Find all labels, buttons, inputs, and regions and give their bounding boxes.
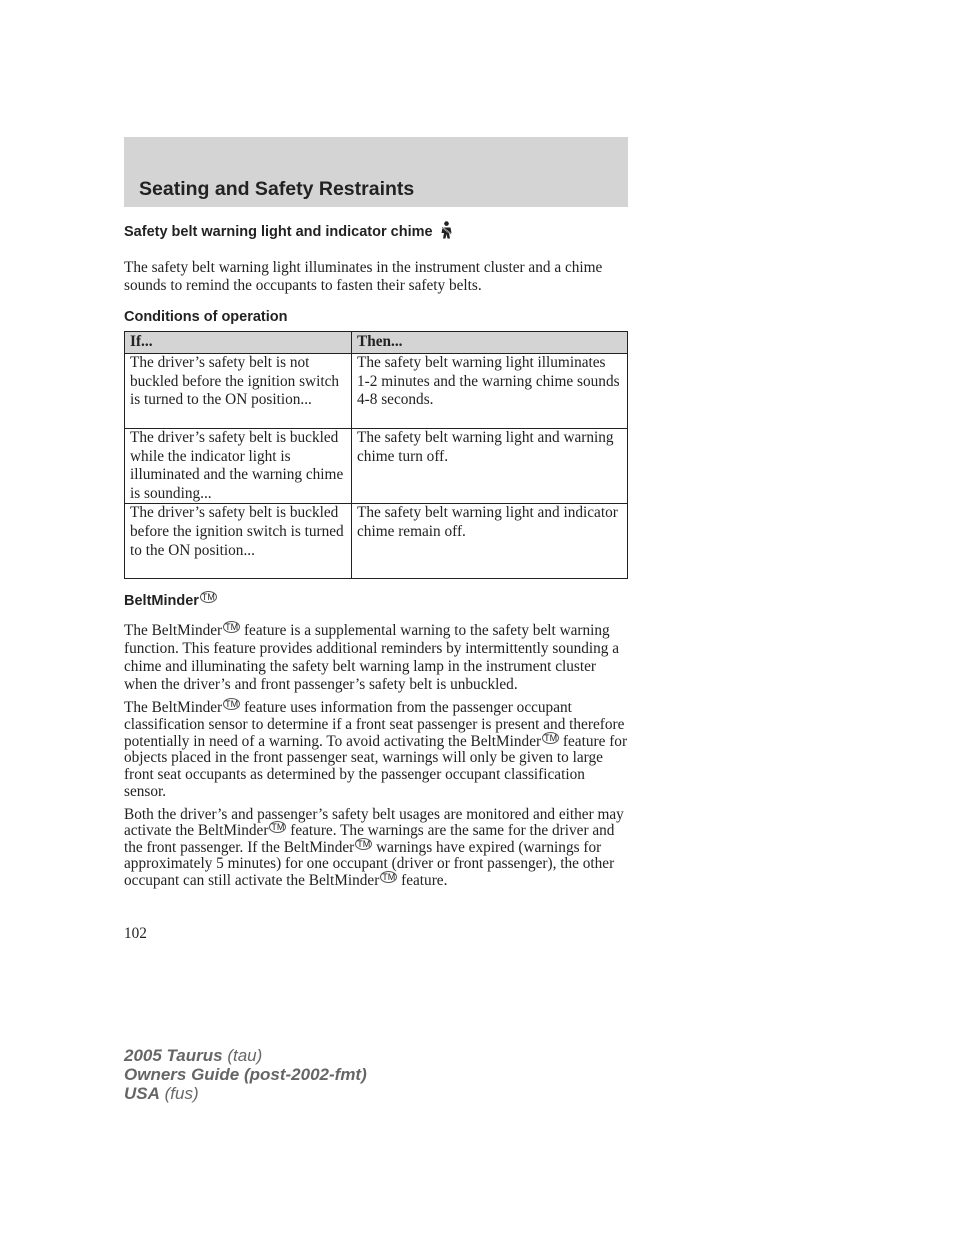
beltminder-heading-text: BeltMinder (124, 593, 199, 610)
section-header-bar (124, 137, 628, 207)
section-title: Seating and Safety Restraints (139, 178, 415, 200)
trademark-mark: TM (201, 592, 215, 603)
footer-model-code: (tau) (222, 1046, 263, 1065)
footer-line-guide (124, 1065, 367, 1084)
seatbelt-person-icon (439, 221, 454, 243)
footer-model-name: 2005 Taurus (124, 1046, 223, 1065)
footer-market-name: USA (124, 1084, 160, 1103)
footer-market-code: (fus) (159, 1084, 199, 1103)
text-span: feature for objects placed in the front passenger seat, warnings will only be given to large front seat occupants as determined by the passenger occupant classification sensor. (124, 732, 628, 800)
text-span: feature uses information from the passenger occupant classification sensor to determine if a front seat passenger is present and therefore potentially in need of a warning. To avoid activating the BeltMinder (124, 699, 625, 750)
text-span: Both the driver’s and passenger’s safety belt usages are monitored and either may activate the BeltMinder (124, 805, 624, 840)
conditions-table (124, 331, 628, 579)
table-row (125, 354, 628, 429)
beltminder-paragraph-2 (124, 700, 628, 800)
table-header-row (125, 332, 628, 354)
warning-light-heading-text: Safety belt warning light and indicator chime (124, 224, 433, 240)
column-header-if: If... (125, 332, 352, 354)
column-header-then: Then... (352, 332, 628, 354)
beltminder-heading (124, 593, 628, 609)
trademark-mark: TM (544, 732, 558, 743)
table-cell-if: The driver’s safety belt is buckled while the indicator light is illuminated and the warning chime is sounding... (125, 429, 352, 504)
table-row (125, 504, 628, 579)
footer-line-model (124, 1046, 367, 1065)
text-span: feature. (397, 871, 448, 889)
text-span: The BeltMinder (124, 699, 223, 717)
table-cell-if: The driver’s safety belt is not buckled before the ignition switch is turned to the ON position... (125, 354, 352, 429)
warning-light-description: The safety belt warning light illuminates in the instrument cluster and a chime sounds to remind the occupants to fasten their safety belts. (124, 259, 603, 294)
document-footer (124, 1046, 367, 1103)
trademark-mark: TM (225, 699, 239, 710)
table-cell-then: The safety belt warning light and indicator chime remain off. (352, 504, 628, 579)
trademark-mark: TM (271, 822, 285, 833)
table-cell-then: The safety belt warning light illuminates 1-2 minutes and the warning chime sounds 4-8 seconds. (352, 354, 628, 429)
warning-light-heading (124, 221, 628, 243)
text-span: feature is a supplemental warning to the safety belt warning function. This feature provides additional reminders by intermittently sounding a chime and illuminating the safety belt warning lamp in the instrument cluster when the driver’s and front passenger’s safety belt is unbuckled. (124, 622, 620, 694)
table-cell-if: The driver’s safety belt is buckled before the ignition switch is turned to the ON position... (125, 504, 352, 579)
beltminder-paragraph-1 (124, 622, 628, 694)
footer-line-market (124, 1084, 367, 1103)
text-span: The BeltMinder (124, 622, 223, 640)
trademark-mark: TM (382, 871, 396, 882)
conditions-heading: Conditions of operation (124, 309, 288, 325)
beltminder-paragraph-3 (124, 807, 628, 890)
table-cell-then: The safety belt warning light and warning chime turn off. (352, 429, 628, 504)
footer-guide-name: Owners Guide (post-2002-fmt) (124, 1065, 367, 1084)
table-row (125, 429, 628, 504)
text-span: warnings have expired (warnings for approximately 5 minutes) for one occupant (driver or front passenger), the other occupant can still activate the BeltMinder (124, 838, 615, 889)
page-content (124, 221, 628, 889)
trademark-mark: TM (357, 838, 371, 849)
page-number: 102 (124, 925, 147, 942)
text-span: feature. The warnings are the same for the driver and the front passenger. If the BeltMinder (124, 822, 615, 856)
trademark-mark: TM (225, 622, 239, 633)
